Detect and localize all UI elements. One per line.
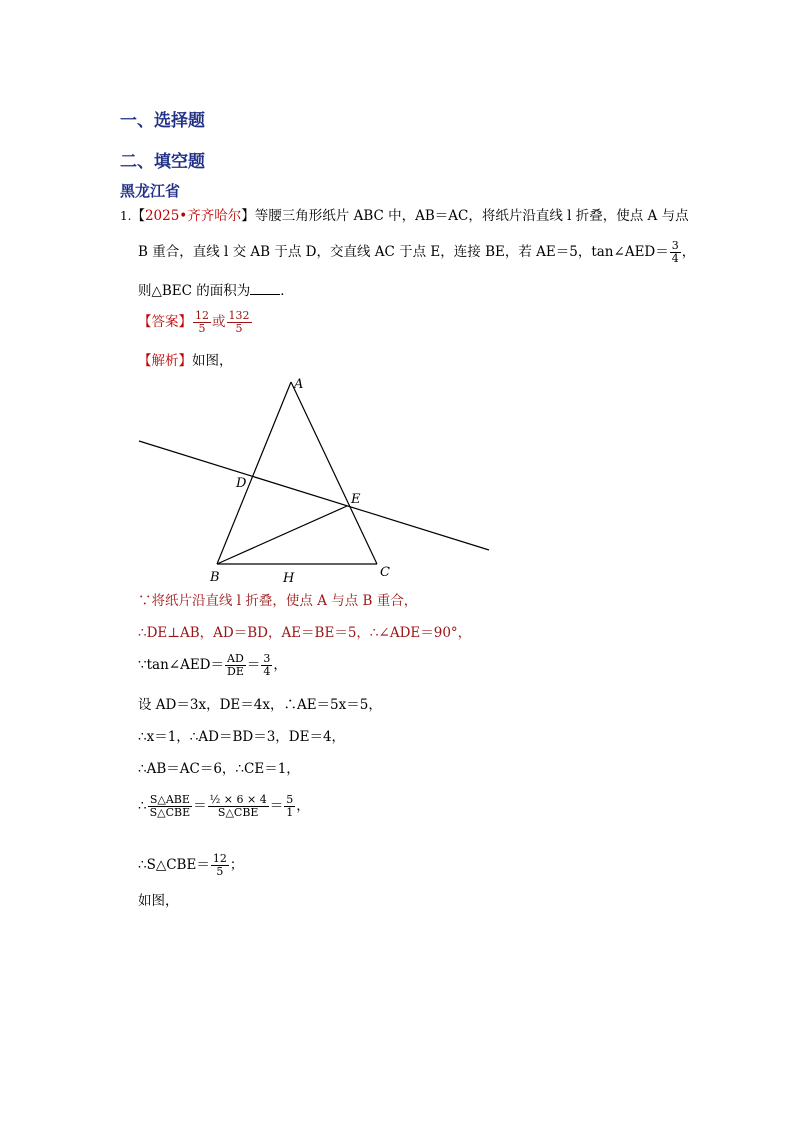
equals: ＝ bbox=[269, 798, 284, 814]
question-line-1 bbox=[120, 207, 689, 225]
punct: ， bbox=[296, 798, 310, 814]
equals: ＝ bbox=[246, 657, 261, 673]
solution-step-1: ∵将纸片沿直线 l 折叠，使点 A 与点 B 重合， bbox=[138, 593, 418, 609]
fraction-five-one: $\frac{5}{1}$ bbox=[286, 793, 294, 819]
solution-step-6: ∴AB＝AC＝6，∴CE＝1， bbox=[138, 761, 300, 777]
fraction-three-quarters-2: $\frac{3}{4}$ bbox=[263, 652, 271, 678]
question-text-1: 等腰三角形纸片 ABC 中，AB＝AC，将纸片沿直线 l 折叠，使点 A 与点 bbox=[254, 208, 689, 224]
equals: ＝ bbox=[193, 798, 207, 814]
solution-step-9: 如图， bbox=[138, 893, 179, 909]
answer-blank bbox=[250, 282, 280, 295]
punct: ； bbox=[229, 857, 244, 873]
label-c: C bbox=[380, 565, 390, 580]
source-bracket-open: 【 bbox=[131, 208, 145, 224]
label-e: E bbox=[351, 492, 361, 507]
fold-line-l bbox=[139, 441, 489, 550]
step-3-text: ∵tan∠AED＝ bbox=[138, 657, 224, 673]
label-a: A bbox=[294, 377, 304, 392]
triangle-figure bbox=[130, 376, 500, 586]
question-line-3 bbox=[138, 282, 294, 300]
punct: ， bbox=[273, 657, 287, 673]
label-b: B bbox=[210, 570, 220, 585]
section-heading-choice: 一、选择题 bbox=[120, 111, 205, 131]
solution-step-4: 设 AD＝3x，DE＝4x，∴AE＝5x＝5， bbox=[138, 697, 382, 713]
solution-step-5: ∴x＝1，∴AD＝BD＝3，DE＝4， bbox=[138, 729, 346, 745]
label-d: D bbox=[236, 476, 247, 491]
answer-or: 或 bbox=[212, 314, 226, 330]
answer-line bbox=[138, 310, 253, 335]
fraction-ad-de: $\frac{AD}{DE}$ bbox=[227, 652, 244, 678]
punct: ． bbox=[280, 283, 294, 299]
solution-step-3 bbox=[138, 653, 287, 678]
answer-fraction-1: $\frac{12}{5}$ bbox=[195, 309, 209, 335]
fraction-area-ratio: $\frac{\text{S△ABE}}{\text{S△CBE}}$ bbox=[149, 793, 191, 819]
punct: ， bbox=[681, 244, 696, 260]
question-source: 2025•齐齐哈尔 bbox=[144, 208, 242, 224]
step-8-text: ∴S△CBE＝ bbox=[138, 857, 210, 873]
solution-step-7 bbox=[138, 794, 310, 819]
side-ab bbox=[217, 382, 291, 564]
label-h: H bbox=[283, 571, 295, 586]
section-heading-fill: 二、填空题 bbox=[120, 152, 205, 172]
question-line-2 bbox=[138, 240, 695, 265]
question-text-3: 则△BEC 的面积为 bbox=[138, 283, 251, 299]
step-7-text: ∴ bbox=[138, 798, 147, 814]
side-ac bbox=[291, 382, 377, 564]
analysis-line bbox=[138, 352, 233, 370]
fraction-area-expression: $\frac{\text{½ × 6 × 4}}{\text{S△CBE}}$ bbox=[209, 793, 267, 819]
fraction-twelve-fifths: $\frac{12}{5}$ bbox=[212, 852, 227, 878]
analysis-text: 如图， bbox=[192, 353, 233, 369]
solution-step-8 bbox=[138, 853, 243, 878]
province-heading: 黑龙江省 bbox=[120, 182, 181, 200]
question-number: 1. bbox=[120, 209, 132, 223]
analysis-tag: 【解析】 bbox=[138, 353, 192, 369]
fraction-three-quarters: $\frac{3}{4}$ bbox=[671, 239, 679, 265]
answer-fraction-2: $\frac{132}{5}$ bbox=[228, 309, 250, 335]
question-text-2: B 重合，直线 l 交 AB 于点 D，交直线 AC 于点 E，连接 BE，若 AE＝5，tan∠AED＝ bbox=[138, 244, 669, 260]
source-bracket-close: 】 bbox=[241, 208, 255, 224]
answer-tag: 【答案】 bbox=[138, 314, 192, 330]
solution-step-2: ∴DE⊥AB，AD＝BD，AE＝BE＝5，∴∠ADE＝90°， bbox=[138, 625, 472, 641]
